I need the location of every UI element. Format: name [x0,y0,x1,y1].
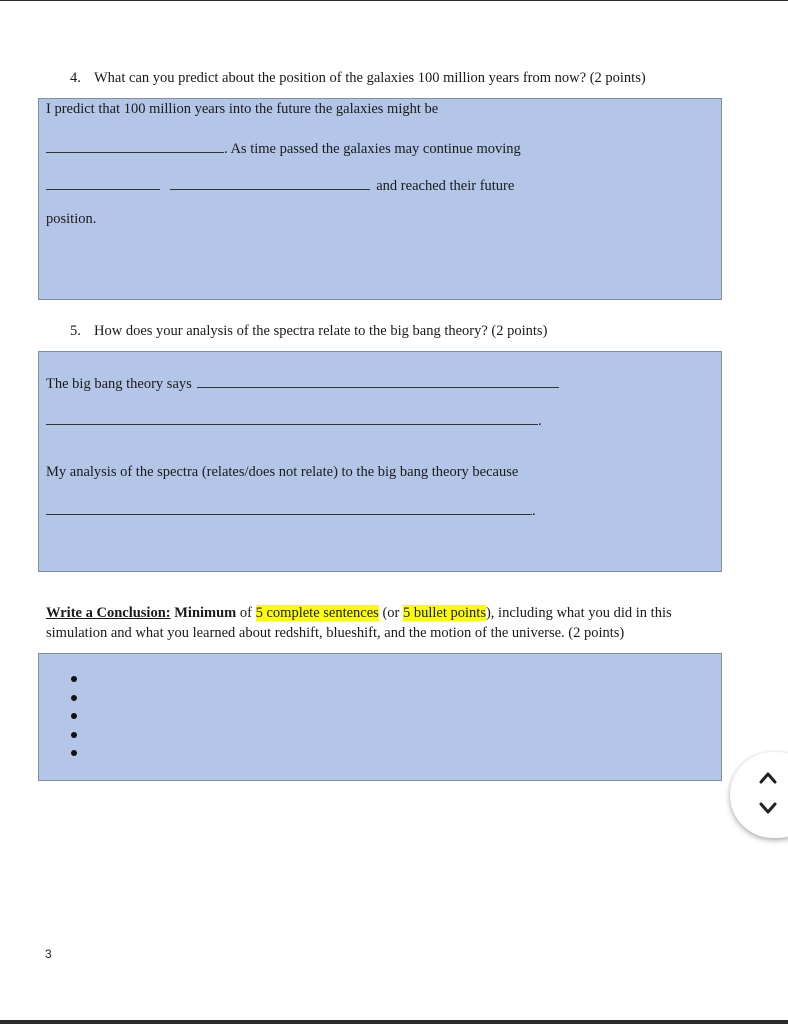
question-4-line-3 [46,175,514,195]
question-5-text: How does your analysis of the spectra relate to the big bang theory? (2 points) [94,323,548,339]
question-5 [70,323,547,340]
question-5-line-1-text: The big bang theory says [46,376,192,392]
question-5-line-4 [46,500,536,520]
question-5-answer-box[interactable] [38,351,722,572]
conclusion-of: of [239,605,252,621]
conclusion-minimum: Minimum [174,605,237,621]
answer-blank[interactable] [46,175,160,190]
answer-blank[interactable] [46,410,538,425]
question-5-line-1 [46,373,559,393]
conclusion-prompt [46,603,726,643]
question-5-line-4-text: . [532,503,536,519]
chevron-down-icon[interactable] [758,798,778,818]
page-number: 3 [45,947,52,961]
question-5-line-2 [46,410,542,430]
answer-blank[interactable] [197,373,559,388]
question-4 [70,70,646,87]
page-bottom-border [0,1020,788,1024]
question-4-line-3-text: and reached their future [376,178,515,194]
conclusion-heading: Write a Conclusion: [46,605,171,621]
answer-blank[interactable] [46,138,224,153]
answer-blank[interactable] [46,500,532,515]
answer-blank[interactable] [170,175,370,190]
highlight-complete-sentences: 5 complete sentences [255,605,379,621]
page-navigation-widget [730,752,788,838]
conclusion-answer-box[interactable] [38,653,722,781]
chevron-up-icon[interactable] [758,768,778,788]
question-5-number: 5. [70,323,81,339]
highlight-bullet-points: 5 bullet points [402,605,486,621]
conclusion-or: (or [382,605,400,621]
conclusion-rest: ), including what you did in this simulation and what you learned about redshift, blueshift, and the motion of the universe. (2 points) [46,605,672,641]
question-4-line-2-text: . As time passed the galaxies may continue moving [224,141,521,157]
question-4-text: What can you predict about the position of the galaxies 100 million years from now? (2 points) [94,70,646,86]
question-4-line-4: position. [46,211,97,227]
question-4-number: 4. [70,70,81,86]
question-4-answer-box[interactable] [38,98,722,300]
question-4-line-2 [46,138,521,158]
question-4-line-1: I predict that 100 million years into the future the galaxies might be [46,101,439,117]
question-5-line-2-text: . [538,413,542,429]
page-top-border [0,0,788,1]
question-5-line-3: My analysis of the spectra (relates/does not relate) to the big bang theory because [46,464,519,480]
